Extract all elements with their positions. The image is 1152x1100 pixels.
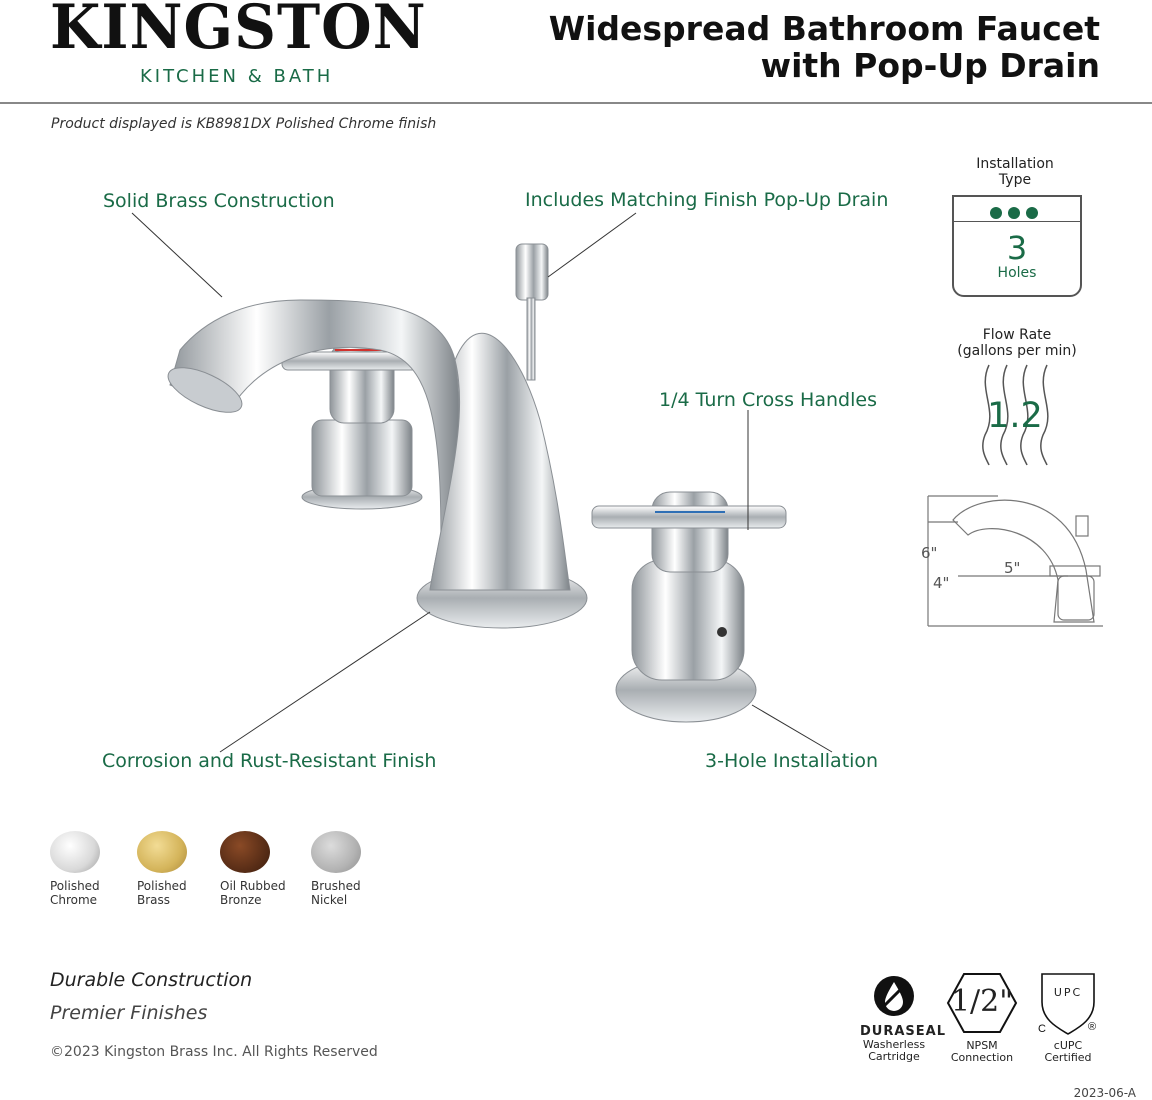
finish-swatch-oil-rubbed-bronze: Oil Rubbed Bronze: [220, 831, 286, 907]
finish-swatch-polished-brass: Polished Brass: [137, 831, 187, 907]
title-line-2: with Pop-Up Drain: [760, 46, 1100, 85]
finish-swatch-brushed-nickel: Brushed Nickel: [311, 831, 361, 907]
version-code: 2023-06-A: [1073, 1086, 1136, 1100]
duraseal-icon: [860, 972, 928, 1020]
dimension-reach: 5": [1004, 559, 1021, 577]
duraseal-cert: DURASEAL Washerless Cartridge: [860, 972, 928, 1063]
svg-text:C: C: [1038, 1023, 1046, 1035]
installation-type-badge: [952, 195, 1082, 297]
dimension-spout-height: 4": [933, 574, 950, 592]
upc-shield-icon: [1034, 972, 1102, 1036]
title-line-1: Widespread Bathroom Faucet: [548, 9, 1100, 48]
upc-wordmark: UPC: [1053, 986, 1083, 999]
swatch-chip: [137, 831, 187, 873]
swatch-chip: [220, 831, 270, 873]
drain-rod: [516, 244, 548, 380]
npsm-size: 1/2": [950, 984, 1014, 1019]
callout-finish: Corrosion and Rust-Resistant Finish: [102, 750, 437, 772]
hole-count: 3: [1006, 229, 1028, 267]
callout-cross-handles: 1/4 Turn Cross Handles: [659, 389, 877, 411]
product-caption: Product displayed is KB8981DX Polished Chrome finish: [51, 116, 437, 132]
three-dots-icon: [990, 204, 1038, 223]
cupc-cert: C ® UPC cUPC Certified: [1034, 972, 1102, 1064]
brand-subtitle: KITCHEN & BATH: [140, 66, 334, 87]
flow-rate-value: 1.2: [987, 396, 1043, 436]
callout-pop-up-drain: Includes Matching Finish Pop-Up Drain: [525, 189, 889, 211]
right-handle: [592, 492, 786, 722]
tagline-finishes: Premier Finishes: [50, 1002, 208, 1024]
duraseal-wordmark: DURASEAL: [860, 1024, 947, 1039]
tagline-durable: Durable Construction: [50, 969, 253, 991]
hole-unit: Holes: [997, 265, 1037, 281]
swatch-chip: [311, 831, 361, 873]
installation-type-label: Installation Type: [976, 156, 1054, 188]
svg-text:®: ®: [1088, 1021, 1097, 1033]
swatch-chip: [50, 831, 100, 873]
callout-3-hole: 3-Hole Installation: [705, 750, 879, 772]
brand-logo: KINGSTON: [50, 0, 427, 63]
callout-solid-brass: Solid Brass Construction: [103, 190, 335, 212]
dimension-height: 6": [921, 544, 938, 562]
finish-swatch-polished-chrome: Polished Chrome: [50, 831, 100, 907]
npsm-cert: 1/2" NPSM Connection: [946, 970, 1018, 1064]
copyright: ©2023 Kingston Brass Inc. All Rights Reserved: [50, 1044, 378, 1060]
flow-rate-label: Flow Rate (gallons per min): [957, 327, 1077, 359]
